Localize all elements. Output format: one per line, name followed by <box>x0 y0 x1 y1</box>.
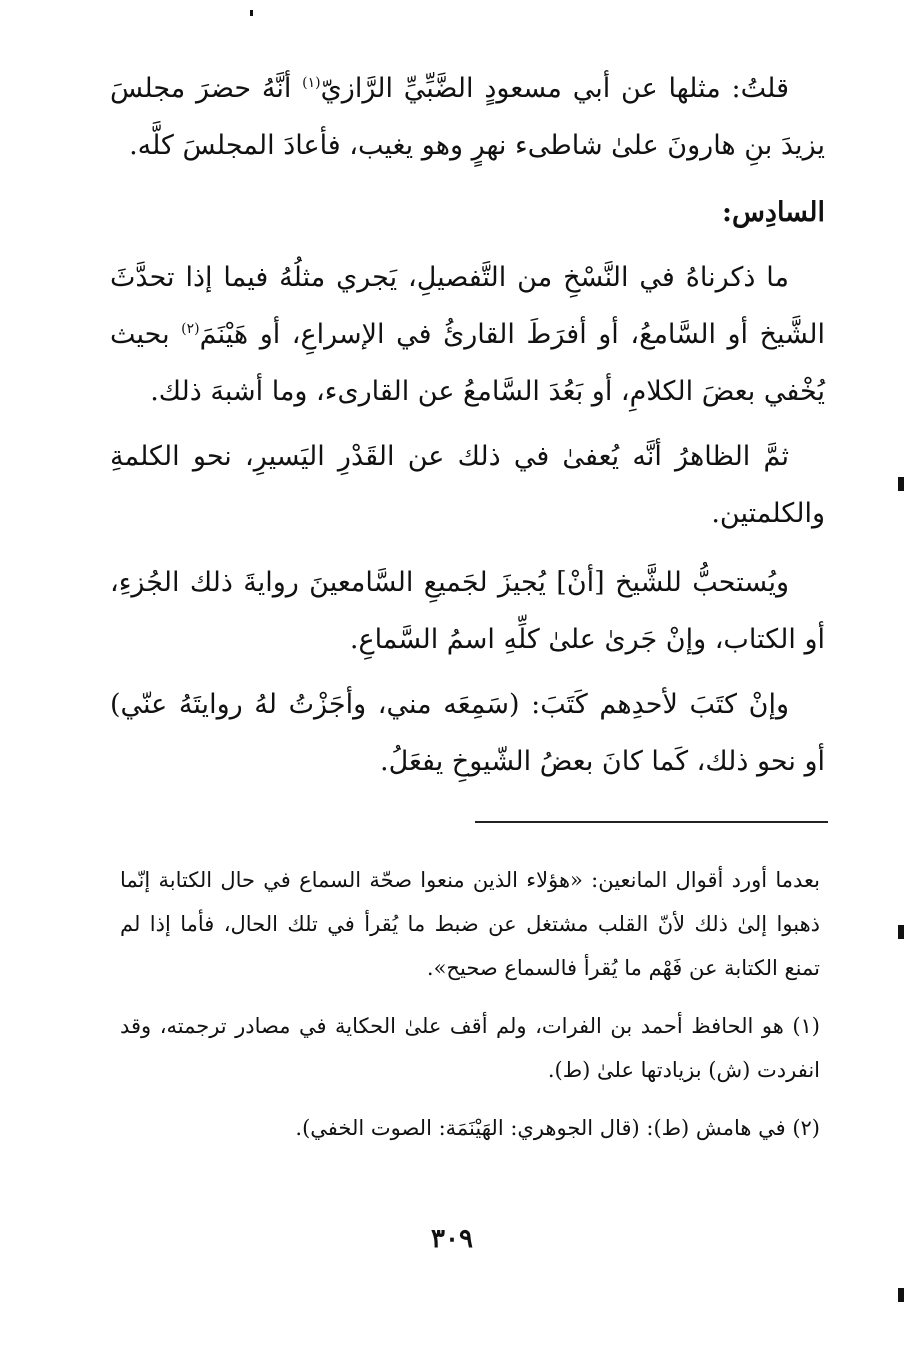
footnote-ref-2[interactable]: (٢) <box>181 321 200 337</box>
paragraph-2-text: ما ذكرناهُ في النَّسْخِ من التَّفصيلِ، يَجري مثلُهُ فيما إذا تحدَّثَ الشَّيخ أو السَّامعُ، أو أفرَطَ القارئُ في الإسراعِ، أو هَيْنَمَ <box>110 262 825 350</box>
section-heading: السادِس: <box>722 197 825 228</box>
footnote-continuation: بعدما أورد أقوال المانعين: «هؤلاء الذين منعوا صحّة السماع في حال الكتابة إنّما ذهبوا إلىٰ ذلك لأنّ القلب مشتغل عن ضبط ما يُقرأ في تلك الحال، فأما إذا لم تمنع الكتابة عن فَهْم ما يُقرأ فالسماع صحيح». <box>120 868 820 980</box>
paragraph-4: ويُستحبُّ للشَّيخ [أنْ] يُجيزَ لجَميعِ السَّامعينَ روايةَ ذلك الجُزءِ، أو الكتاب، وإنْ جَرىٰ علىٰ كلِّهِ اسمُ السَّماعِ. <box>110 567 825 655</box>
paragraph-1-text: قلتُ: مثلها عن أبي مسعودٍ الضَّبِّيِّ الرَّازيّ <box>320 73 789 104</box>
footnotes <box>120 858 820 1150</box>
paragraph-2-text-rest: بحيث يُخْفي بعضَ الكلامِ، أو بَعُدَ السَّامعُ عن القارىء، وما أشبهَ ذلك. <box>110 319 825 407</box>
scan-mark <box>898 477 904 491</box>
main-text <box>110 60 825 790</box>
paragraph-1 <box>110 60 825 174</box>
paragraph-3: ثمَّ الظاهرُ أنَّه يُعفىٰ في ذلك عن القَدْرِ اليَسيرِ، نحو الكلمةِ والكلمتين. <box>110 441 825 529</box>
scan-mark <box>898 925 904 939</box>
footnote-2: (٢) في هامش (ط): (قال الجوهري: الهَيْنَمَة: الصوت الخفي). <box>295 1116 820 1140</box>
scan-mark <box>250 10 253 16</box>
page-number: ٣٠٩ <box>431 1224 473 1254</box>
footnote-1: (١) هو الحافظ أحمد بن الفرات، ولم أقف علىٰ الحكاية في مصادر ترجمته، وقد انفردت (ش) بزيادتها علىٰ (ط). <box>120 1014 820 1082</box>
paragraph-2 <box>110 249 825 420</box>
footnote-separator <box>475 821 828 823</box>
footnote-ref-1[interactable]: (١) <box>302 75 321 91</box>
scan-mark <box>898 1288 904 1302</box>
paragraph-5: وإنْ كتَبَ لأحدِهم كَتَبَ: (سَمِعَه مني، وأجَزْتُ لهُ روايتَهُ عنّي) أو نحو ذلك، كَما كانَ بعضُ الشّيوخِ يفعَلُ. <box>110 689 825 777</box>
paragraph-1-text-rest: أنَّهُ حضرَ مجلسَ يزيدَ بنِ هارونَ علىٰ شاطىء نهرٍ وهو يغيب، فأعادَ المجلسَ كلَّه. <box>110 73 825 161</box>
